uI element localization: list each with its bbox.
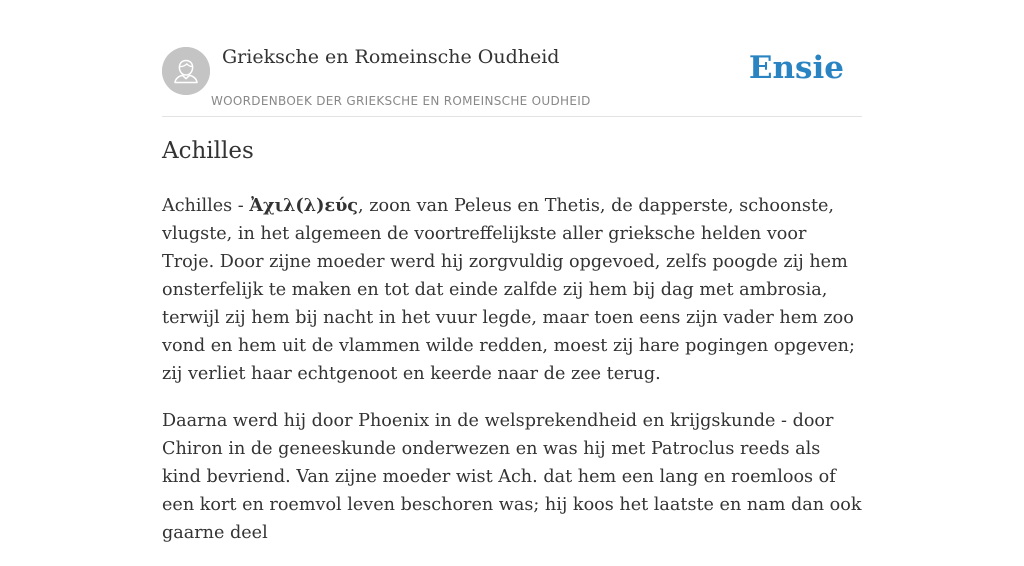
- avatar[interactable]: [162, 47, 210, 95]
- paragraph-1: [162, 192, 862, 388]
- article-title: Achilles: [162, 138, 254, 164]
- paragraph-2: Daarna werd hij door Phoenix in de welsprekendheid en krijgskunde - door Chiron in de geneeskunde onderwezen en was hij met Patroclus reeds als kind bevriend. Van zijne moeder wist Ach. dat hem een lang en roemloos of een kort en roemvol leven beschoren was; hij koos het laatste en nam dan ook gaarne deel: [162, 411, 862, 543]
- term-label: Achilles -: [162, 196, 250, 216]
- site-subtitle: WOORDENBOEK DER GRIEKSCHE EN ROMEINSCHE OUDHEID: [211, 94, 591, 108]
- site-title[interactable]: Grieksche en Romeinsche Oudheid: [222, 46, 560, 68]
- ensie-logo[interactable]: Ensie: [748, 50, 844, 86]
- user-icon: [162, 47, 210, 95]
- site-header: [162, 44, 862, 117]
- greek-term: Ἀχιλ(λ)εύς: [249, 195, 359, 216]
- paragraph-1-text: , zoon van Peleus en Thetis, de dapperste, schoonste, vlugste, in het algemeen de voortreffelijkste aller grieksche helden voor Troje. Door zijne moeder werd hij zorgvuldig opgevoed, zelfs poogde zij hem onsterfelijk te maken en tot dat einde zalfde zij hem bij dag met ambrosia, terwijl zij hem bij nacht in het vuur legde, maar toen eens zijn vader hem zoo vond en hem uit de vlammen wilde redden, moest zij hare pogingen opgeven; zij verliet haar echtgenoot en keerde naar de zee terug.: [162, 196, 855, 384]
- article-body: [162, 192, 862, 566]
